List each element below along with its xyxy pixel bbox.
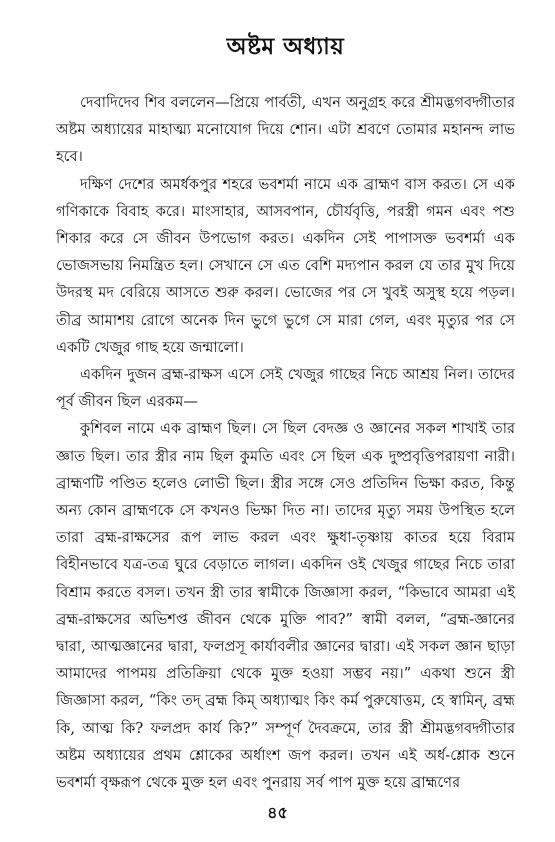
page-number: ৪৫ bbox=[267, 803, 288, 822]
paragraph: দেবাদিদেব শিব বললেন—প্রিয়ে পার্বতী, এখন অনুগ্রহ করে শ্রীমদ্ভগবদ্গীতার অষ্টম অধ্যায়ের মাহাত্ম্য মনোযোগ দিয়ে শোন। এটা শ্রবণে তোমার মহানন্দ লাভ হবে। bbox=[56, 94, 515, 166]
paragraph: একদিন দুজন ব্রহ্ম-রাক্ষস এসে সেই খেজুর গাছের নিচে আশ্রয় নিল। তাদের পূর্ব জীবন ছিল এরকম— bbox=[56, 366, 515, 411]
paragraph: কুশিবল নামে এক ব্রাহ্মণ ছিল। সে ছিল বেদজ্ঞ ও জ্ঞানের সকল শাখাই তার জ্ঞাত ছিল। তার স্ত্রীর নাম ছিল কুমতি এবং সে ছিল এক দুষ্প্রবৃত্তিপরায়ণা নারী। ব্রাহ্মণটি পণ্ডিত হলেও লোভী ছিল। স্ত্রীর সঙ্গে সেও প্রতিদিন ভিক্ষা করত, কিন্তু অন্য কোন ব্রাহ্মণকে সে কখনও ভিক্ষা দিত না। তাদের মৃত্যু সময় উপস্থিত হলে তারা ব্রহ্ম-রাক্ষসের রূপ লাভ করল এবং ক্ষুধা-তৃষ্ণায় কাতর হয়ে বিরাম বিহীনভাবে যত্র-তত্র ঘুরে বেড়াতে লাগল। একদিন ওই খেজুর গাছের নিচে তারা বিশ্রাম করতে বসল। তখন স্ত্রী তার স্বামীকে জিজ্ঞাসা করল, “কিভাবে আমরা এই ব্রহ্ম-রাক্ষসের অভিশপ্ত জীবন থেকে মুক্তি পাব?” স্বামী বলল, “ব্রহ্ম-জ্ঞানের দ্বারা, আত্মজ্ঞানের দ্বারা, ফলপ্রসূ কার্যাবলীর জ্ঞানের দ্বারা। এই সকল জ্ঞান ছাড়া আমাদের পাপময় প্রতিক্রিয়া থেকে মুক্ত হওয়া সম্ভব নয়।” একথা শুনে স্ত্রী জিজ্ঞাসা করল, “কিং তদ্ ব্রহ্ম কিম্ অধ্যাত্মং কিং কর্ম পুরুষোত্তম, হে স্বামিন্, ব্রহ্ম কি, আত্ম কি? ফলপ্রদ কার্য কি?” সম্পূর্ণ দৈবক্রমে, তার স্ত্রী শ্রীমদ্ভগবদ্গীতার অষ্টম অধ্যায়ের প্রথম শ্লোকের অর্ধাংশ জপ করল। তখন এই অর্ধ-শ্লোক শুনে ভবশর্মা বৃক্ষরূপ থেকে মুক্ত হল এবং পুনরায় সর্ব পাপ মুক্ত হয়ে ব্রাহ্মণের bbox=[56, 420, 515, 792]
chapter-title: অষ্টম অধ্যায় bbox=[226, 33, 345, 60]
paragraph: দক্ষিণ দেশের অমর্ধকপুর শহরে ভবশর্মা নামে এক ব্রাহ্মণ বাস করত। সে এক গণিকাকে বিবাহ করে। মাংসাহার, আসবপান, চৌর্যবৃত্তি, পরস্ত্রী গমন এবং পশু শিকার করে সে জীবন উপভোগ করত। একদিন সেই পাপাসক্ত ভবশর্মা এক ভোজসভায় নিমন্ত্রিত হল। সেখানে সে এত বেশি মদ্যপান করল যে তার মুখ দিয়ে উদরস্থ মদ বেরিয়ে আসতে শুরু করল। ভোজের পর সে খুবই অসুস্থ হয়ে পড়ল। তীব্র আমাশয় রোগে অনেক দিন ভুগে ভুগে সে মারা গেল, এবং মৃত্যুর পর সে একটি খেজুর গাছ হয়ে জন্মালো। bbox=[56, 175, 515, 356]
